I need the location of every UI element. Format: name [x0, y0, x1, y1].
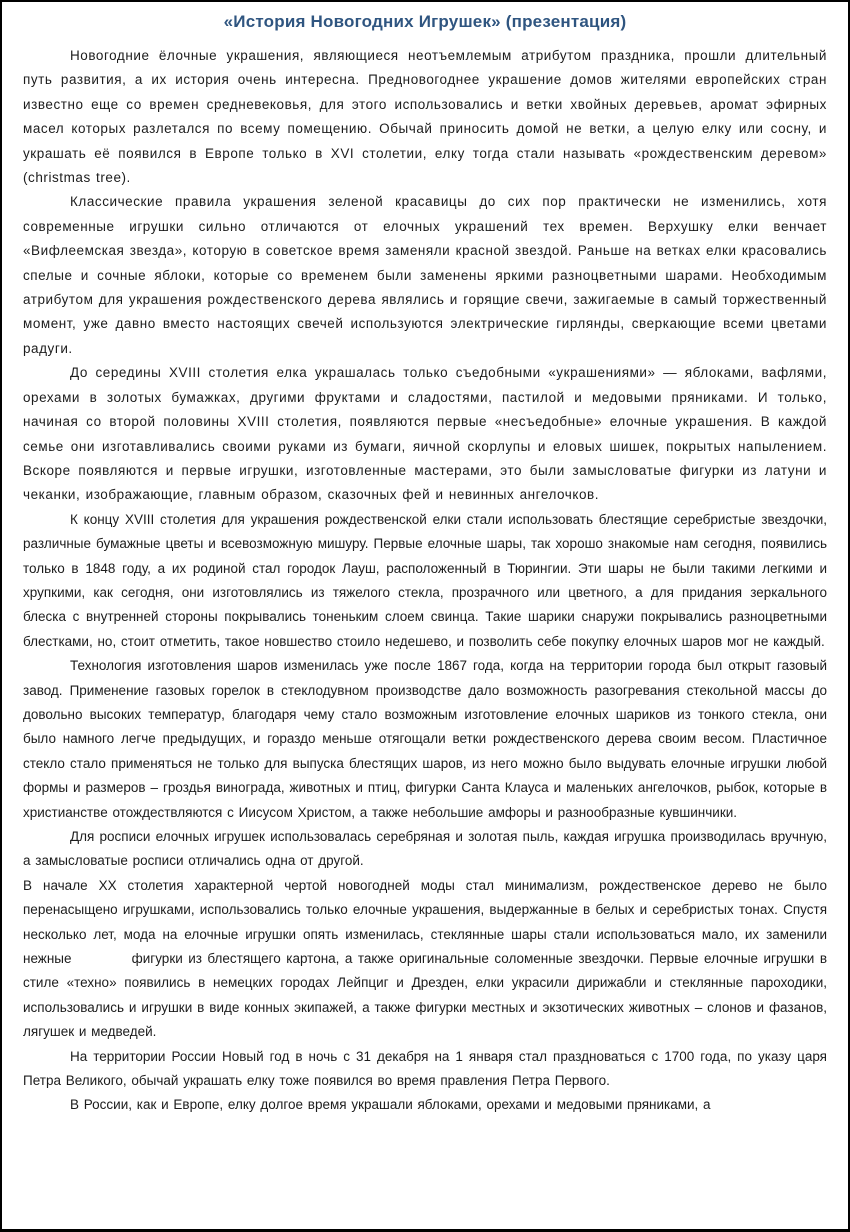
paragraph-gas-factory: Технология изготовления шаров изменилась уже после 1867 года, когда на территории города был открыт газовый завод. Применение газовых горелок в стеклодувном производстве дало возможность разогревания стекольной массы до довольно высоких температур, благодаря чему стало возможным изготовление елочных шариков из тонкого стекла, они было намного легче предыдущих, и гораздо меньше отягощали ветки рождественского дерева своим весом. Пластичное стекло стало применяться не только для выпуска блестящих шаров, из него можно было выдувать елочные игрушки любой формы и размеров – гроздья винограда, животных и птиц, фигурки Санта Клауса и маленьких ангелочков, рыбок, которые в христианстве отождествляются с Иисусом Христом, а также небольшие амфоры и разнообразные кувшинчики. — [23, 658, 827, 820]
document-title: «История Новогодних Игрушек» (презентация) — [223, 12, 627, 31]
paragraph-classic-rules: Классические правила украшения зеленой красавицы до сих пор практически не изменились, хотя современные игрушки сильно отличаются от елочных украшений тех времен. Верхушку елки венчает «Вифлеемская звезда», которую в советское время заменяли красной звездой. Раньше на ветках елки красовались спелые и сочные яблоки, которые со временем были заменены яркими разноцветными шарами. Необходимым атрибутом для украшения рождественского дерева являлись и горящие свечи, зажигаемые в самый торжественный момент, уже давно вместо настоящих свечей используются электрические гирлянды, сверкающие всеми цветами радуги. — [23, 194, 827, 356]
paragraph-russia-decorations: В России, как и Европе, елку долгое время украшали яблоками, орехами и медовыми пряниками, а — [70, 1097, 711, 1113]
paragraph-russia-new-year: На территории России Новый год в ночь с 31 декабря на 1 января стал праздноваться с 1700 года, по указу царя Петра Великого, обычай украшать елку тоже появился во время правления Петра Первого. — [23, 1048, 827, 1089]
paragraph-first-glass-balls: К концу XVIII столетия для украшения рождественской елки стали использовать блестящие серебристые звездочки, различные бумажные цветы и всевозможную мишуру. Первые елочные шары, так хорошо знакомые нам сегодня, появились только в 1848 году, а их родиной стал городок Лауш, расположенный в Тюрингии. Эти шары не были такими легкими и хрупкими, как сегодня, они изготовлялись из тяжелого стекла, прозрачного или цветного, а для придания зеркального блеска с внутренней стороны покрывались тоненьким слоем свинца. Такие шарики снаружи покрывались разноцветными блестками, но, стоит отметить, такое новшество стоило недешево, и позволить себе покупку елочных шаров мог не каждый. — [23, 511, 827, 649]
paragraph-painting: Для росписи елочных игрушек использовалась серебряная и золотая пыль, каждая игрушка производилась вручную, а замысловатые росписи отличались одна от другой. — [23, 829, 827, 869]
paragraph-edible-decorations: До середины XVIII столетия елка украшалась только съедобными «украшениями» — яблоками, вафлями, орехами в золотых бумажках, другими фруктами и сладостями, пастилой и медовыми пряниками. И только, начиная со второй половины XVIII столетия, появляются первые «несъедобные» елочные украшения. В каждой семье они изготавливались своими руками из бумаги, яичной скорлупы и еловых шишек, покрытых напылением. Вскоре появляются и первые игрушки, изготовленные мастерами, это были замысловатые фигурки из латуни и чеканки, изображающие, главным образом, сказочных фей и невинных ангелочков. — [23, 365, 827, 503]
paragraph-intro: Новогодние ёлочные украшения, являющиеся неотъемлемым атрибутом праздника, прошли длительный путь развития, а их история очень интересна. Предновогоднее украшение домов жителями европейских стран известно еще со времен средневековья, для этого использовались и ветки хвойных деревьев, аромат эфирных масел которых разлетался по всему помещению. Обычай приносить домой не ветки, а целую елку или сосну, и украшать её появился в Европе только в XVI столетии, елку тогда стали называть «рождественским деревом» (christmas tree). — [23, 48, 827, 186]
paragraph-minimalism: В начале XX столетия характерной чертой новогодней моды стал минимализм, рождественское дерево не было перенасыщено игрушками, использовались только елочные украшения, выдержанные в белых и серебристых тонах. Спустя несколько лет, мода на елочные игрушки опять изменилась, стеклянные шары стали использоваться мало, их заменили нежные фигурки из блестящего картона, а также оригинальные соломенные звездочки. Первые елочные игрушки в стиле «техно» появились в немецких городах Лейпциг и Дрезден, елки украсили дирижабли и стеклянные пароходики, использовались и игрушки в виде конных экипажей, а также фигурки местных и экзотических животных – слонов и фазанов, лягушек и медведей. — [23, 877, 827, 1040]
